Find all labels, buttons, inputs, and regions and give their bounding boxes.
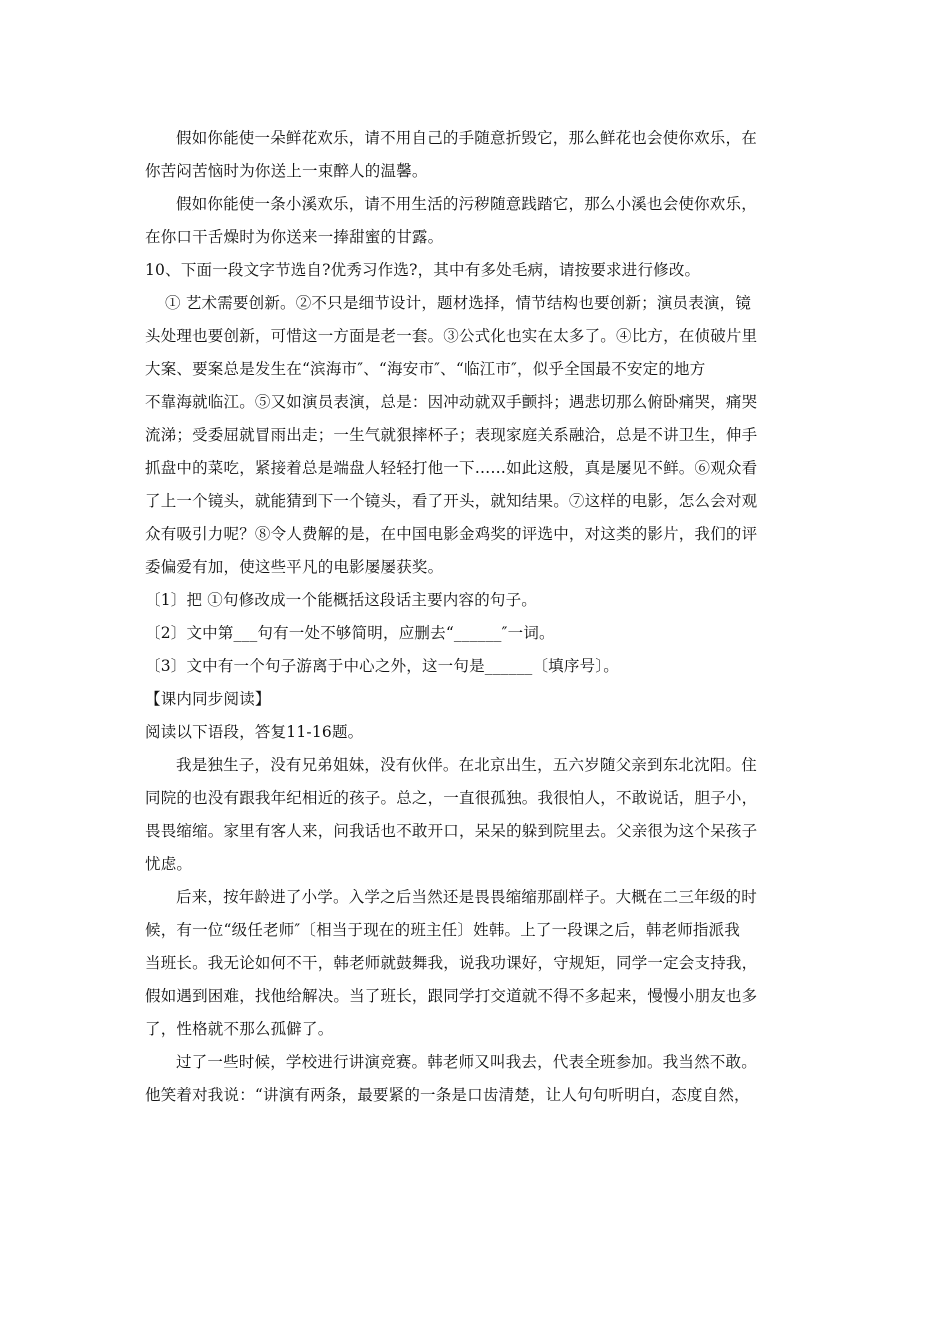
text-line: 〔3〕文中有一个句子游离于中心之外，这一句是______〔填序号〕。 xyxy=(145,657,619,675)
text-line: 流涕；受委屈就冒雨出走；一生气就狠摔杯子；表现家庭关系融洽，总是不讲卫生，伸手 xyxy=(145,426,758,444)
text-line: 委偏爱有加，使这些平凡的电影屡屡获奖。 xyxy=(145,558,444,576)
text-line: 【课内同步阅读】 xyxy=(145,690,271,708)
text-line: 头处理也要创新，可惜这一方面是老一套。③公式化也实在太多了。④比方，在侦破片里 xyxy=(145,327,758,345)
text-line: 〔2〕文中第___句有一处不够简明，应删去“______″一词。 xyxy=(145,624,555,642)
text-line: ① 艺术需要创新。②不只是细节设计，题材选择，情节结构也要创新；演员表演，镜 xyxy=(165,294,752,312)
text-line: 忧虑。 xyxy=(145,855,193,873)
text-line: 他笑着对我说：“讲演有两条，最要紧的一条是口齿清楚，让人句句听明白，态度自然， xyxy=(145,1086,750,1104)
text-line: 过了一些时候，学校进行讲演竞赛。韩老师又叫我去，代表全班参加。我当然不敢。 xyxy=(176,1053,757,1071)
text-line: 同院的也没有跟我年纪相近的孩子。总之，一直很孤独。我很怕人，不敢说话，胆子小， xyxy=(145,789,758,807)
text-line: 畏畏缩缩。家里有客人来，问我话也不敢开口，呆呆的躲到院里去。父亲很为这个呆孩子 xyxy=(145,822,758,840)
text-line: 我是独生子，没有兄弟姐妹，没有伙伴。在北京出生，五六岁随父亲到东北沈阳。住 xyxy=(176,756,757,774)
text-line: 了上一个镜头，就能猜到下一个镜头，看了开头，就知结果。⑦这样的电影，怎么会对观 xyxy=(145,492,758,510)
text-line: 假如遇到困难，找他给解决。当了班长，跟同学打交道就不得不多起来，慢慢小朋友也多 xyxy=(145,987,758,1005)
text-line: 抓盘中的菜吃，紧接着总是端盘人轻轻打他一下……如此这般，真是屡见不鲜。⑥观众看 xyxy=(145,459,758,477)
text-line: 了，性格就不那么孤僻了。 xyxy=(145,1020,334,1038)
document-page xyxy=(145,122,810,1112)
text-line: 〔1〕把 ①句修改成一个能概括这段话主要内容的句子。 xyxy=(145,591,537,609)
text-line: 当班长。我无论如何不干，韩老师就鼓舞我，说我功课好，守规矩，同学一定会支持我， xyxy=(145,954,758,972)
text-line: 阅读以下语段，答复11-16题。 xyxy=(145,723,364,741)
text-line: 假如你能使一条小溪欢乐，请不用生活的污秽随意践踏它，那么小溪也会使你欢乐， xyxy=(176,195,757,213)
text-line: 大案、要案总是发生在“滨海市″、“海安市″、“临江市″，似乎全国最不安定的地方 xyxy=(145,360,706,378)
text-line: 不靠海就临江。⑤又如演员表演，总是：因冲动就双手颤抖；遇悲切那么俯卧痛哭，痛哭 xyxy=(145,393,758,411)
text-line: 后来，按年龄进了小学。入学之后当然还是畏畏缩缩那副样子。大概在二三年级的时 xyxy=(176,888,757,906)
text-line: 众有吸引力呢？⑧令人费解的是，在中国电影金鸡奖的评选中，对这类的影片，我们的评 xyxy=(145,525,758,543)
text-line: 你苦闷苦恼时为你送上一束醉人的温馨。 xyxy=(145,162,428,180)
text-line: 假如你能使一朵鲜花欢乐，请不用自己的手随意折毁它，那么鲜花也会使你欢乐，在 xyxy=(176,129,757,147)
text-line: 候，有一位“级任老师″〔相当于现在的班主任〕姓韩。上了一段课之后，韩老师指派我 xyxy=(145,921,741,939)
text-line: 在你口干舌燥时为你送来一捧甜蜜的甘露。 xyxy=(145,228,444,246)
text-line: 10、下面一段文字节选自?优秀习作选?，其中有多处毛病，请按要求进行修改。 xyxy=(145,261,701,279)
